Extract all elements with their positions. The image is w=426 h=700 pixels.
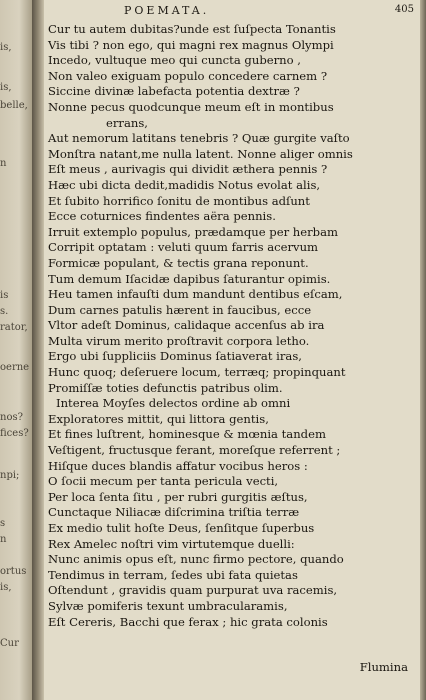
poem-line: Eſt Cereris, Bacchi que ferax ; hic grata colonis — [48, 614, 328, 629]
page-number: 405 — [394, 4, 414, 15]
facing-page-fragment: rator, — [0, 322, 28, 333]
facing-page-fragment: is, — [0, 82, 12, 93]
book-page — [44, 0, 420, 700]
poem-line: Multa virum merito proſtravit corpora letho. — [48, 333, 310, 348]
poem-line: Formicæ populant, & tectis grana reponunt. — [48, 255, 309, 270]
facing-page-fragment: npi; — [0, 470, 20, 481]
poem-line: Oſtendunt , gravidis quam purpurat uva racemis, — [48, 583, 338, 598]
poem-line: O ſocii mecum per tanta pericula vecti, — [48, 474, 279, 489]
poem-line: Monſtra natant,me nulla latent. Nonne aliger omnis — [48, 146, 353, 161]
facing-page-fragment: ortus — [0, 566, 27, 577]
poem-line: Ecce coturnices findentes aëra pennis. — [48, 209, 276, 224]
poem-line: Aut nemorum latitans tenebris ? Quæ gurgite vaſto — [48, 131, 350, 146]
poem-line: Dum carnes patulis hærent in faucibus, ecce — [48, 302, 312, 317]
poem-line: Et fines luſtrent, hominesque & mœnia tandem — [48, 427, 326, 442]
poem-line: Eſt meus , aurivagis qui dividit æthera pennis ? — [48, 162, 328, 177]
book-gutter — [32, 0, 44, 700]
poem-text — [48, 22, 416, 630]
poem-line: Rex Amelec noſtri vim virtutemque duelli: — [48, 536, 295, 551]
poem-line: Tendimus in terram, ſedes ubi fata quietas — [48, 567, 298, 582]
poem-line: Hiſque duces blandis affatur vocibus heros : — [48, 458, 308, 473]
poem-line: Veſtigent, fructusque ferant, moreſque referrent ; — [48, 443, 341, 458]
facing-page-fragment: n — [0, 158, 7, 169]
facing-page-fragment: Cur — [0, 638, 19, 649]
poem-line: Heu tamen infauſti dum mandunt dentibus eſcam, — [48, 287, 343, 302]
poem-line: Cur tu autem dubitas?unde est ſuſpecta Tonantis — [48, 22, 336, 36]
poem-line: Promiſſæ toties defunctis patribus olim. — [48, 380, 283, 395]
poem-line: Nonne pecus quodcunque meum eſt in montibus — [48, 99, 334, 114]
poem-line: Irruit extemplo populus, prædamque per herbam — [48, 224, 339, 239]
poem-line: Tum demum Iſacidæ dapibus ſaturantur opimis. — [48, 271, 331, 286]
facing-page-fragment: fices? — [0, 428, 29, 439]
facing-page-fragment: oerne — [0, 362, 30, 373]
page-edge — [420, 0, 426, 700]
facing-page-edge — [0, 0, 32, 700]
poem-line: Non valeo exiguam populo concedere carnem ? — [48, 68, 328, 83]
poem-line: Incedo, vultuque meo qui cuncta guberno , — [48, 53, 301, 68]
poem-line: Vltor adeſt Dominus, calidaque accenſus ab ira — [48, 318, 325, 333]
poem-line: Nunc animis opus eſt, nunc firmo pectore, quando — [48, 552, 344, 567]
facing-page-fragment: is, — [0, 42, 12, 53]
poem-line: Hunc quoq; deſeruere locum, terræq; propinquant — [48, 365, 346, 380]
poem-line: Et ſubito horrifico ſonitu de montibus adſunt — [48, 193, 310, 208]
poem-line: Cunctaque Niliacæ diſcrimina triſtia terræ — [48, 505, 300, 520]
poem-line: errans, — [106, 115, 148, 130]
poem-line: Ex medio tulit hoſte Deus, ſenſitque ſuperbus — [48, 521, 315, 535]
poem-line: Hæc ubi dicta dedit,madidis Notus evolat alis, — [48, 177, 321, 192]
facing-page-fragment: is — [0, 290, 9, 301]
catchword: Flumina — [359, 660, 408, 674]
facing-page-fragment: s — [0, 518, 6, 529]
poem-line: Vis tibi ? non ego, qui magni rex magnus Olympi — [48, 37, 334, 52]
poem-line: Per loca ſenta ſitu , per rubri gurgitis æſtus, — [48, 489, 308, 504]
running-head: POEMATA. — [124, 4, 210, 17]
facing-page-fragment: belle, — [0, 100, 28, 111]
facing-page-fragment: n — [0, 534, 7, 545]
poem-line: Sylvæ pomiferis texunt umbracularamis, — [48, 598, 288, 613]
poem-line: Siccine divinæ labefacta potentia dextræ ? — [48, 84, 300, 99]
poem-line: Ergo ubi ſuppliciis Dominus ſatiaverat iras, — [48, 349, 302, 364]
poem-line: Corripit optatam : veluti quum farris acervum — [48, 240, 319, 255]
facing-page-fragment: is, — [0, 582, 12, 593]
poem-line: Interea Moyſes delectos ordine ab omni — [56, 396, 291, 411]
poem-line: Exploratores mittit, qui littora gentis, — [48, 411, 269, 426]
facing-page-fragment: s. — [0, 306, 9, 317]
facing-page-fragment: nos? — [0, 412, 23, 423]
